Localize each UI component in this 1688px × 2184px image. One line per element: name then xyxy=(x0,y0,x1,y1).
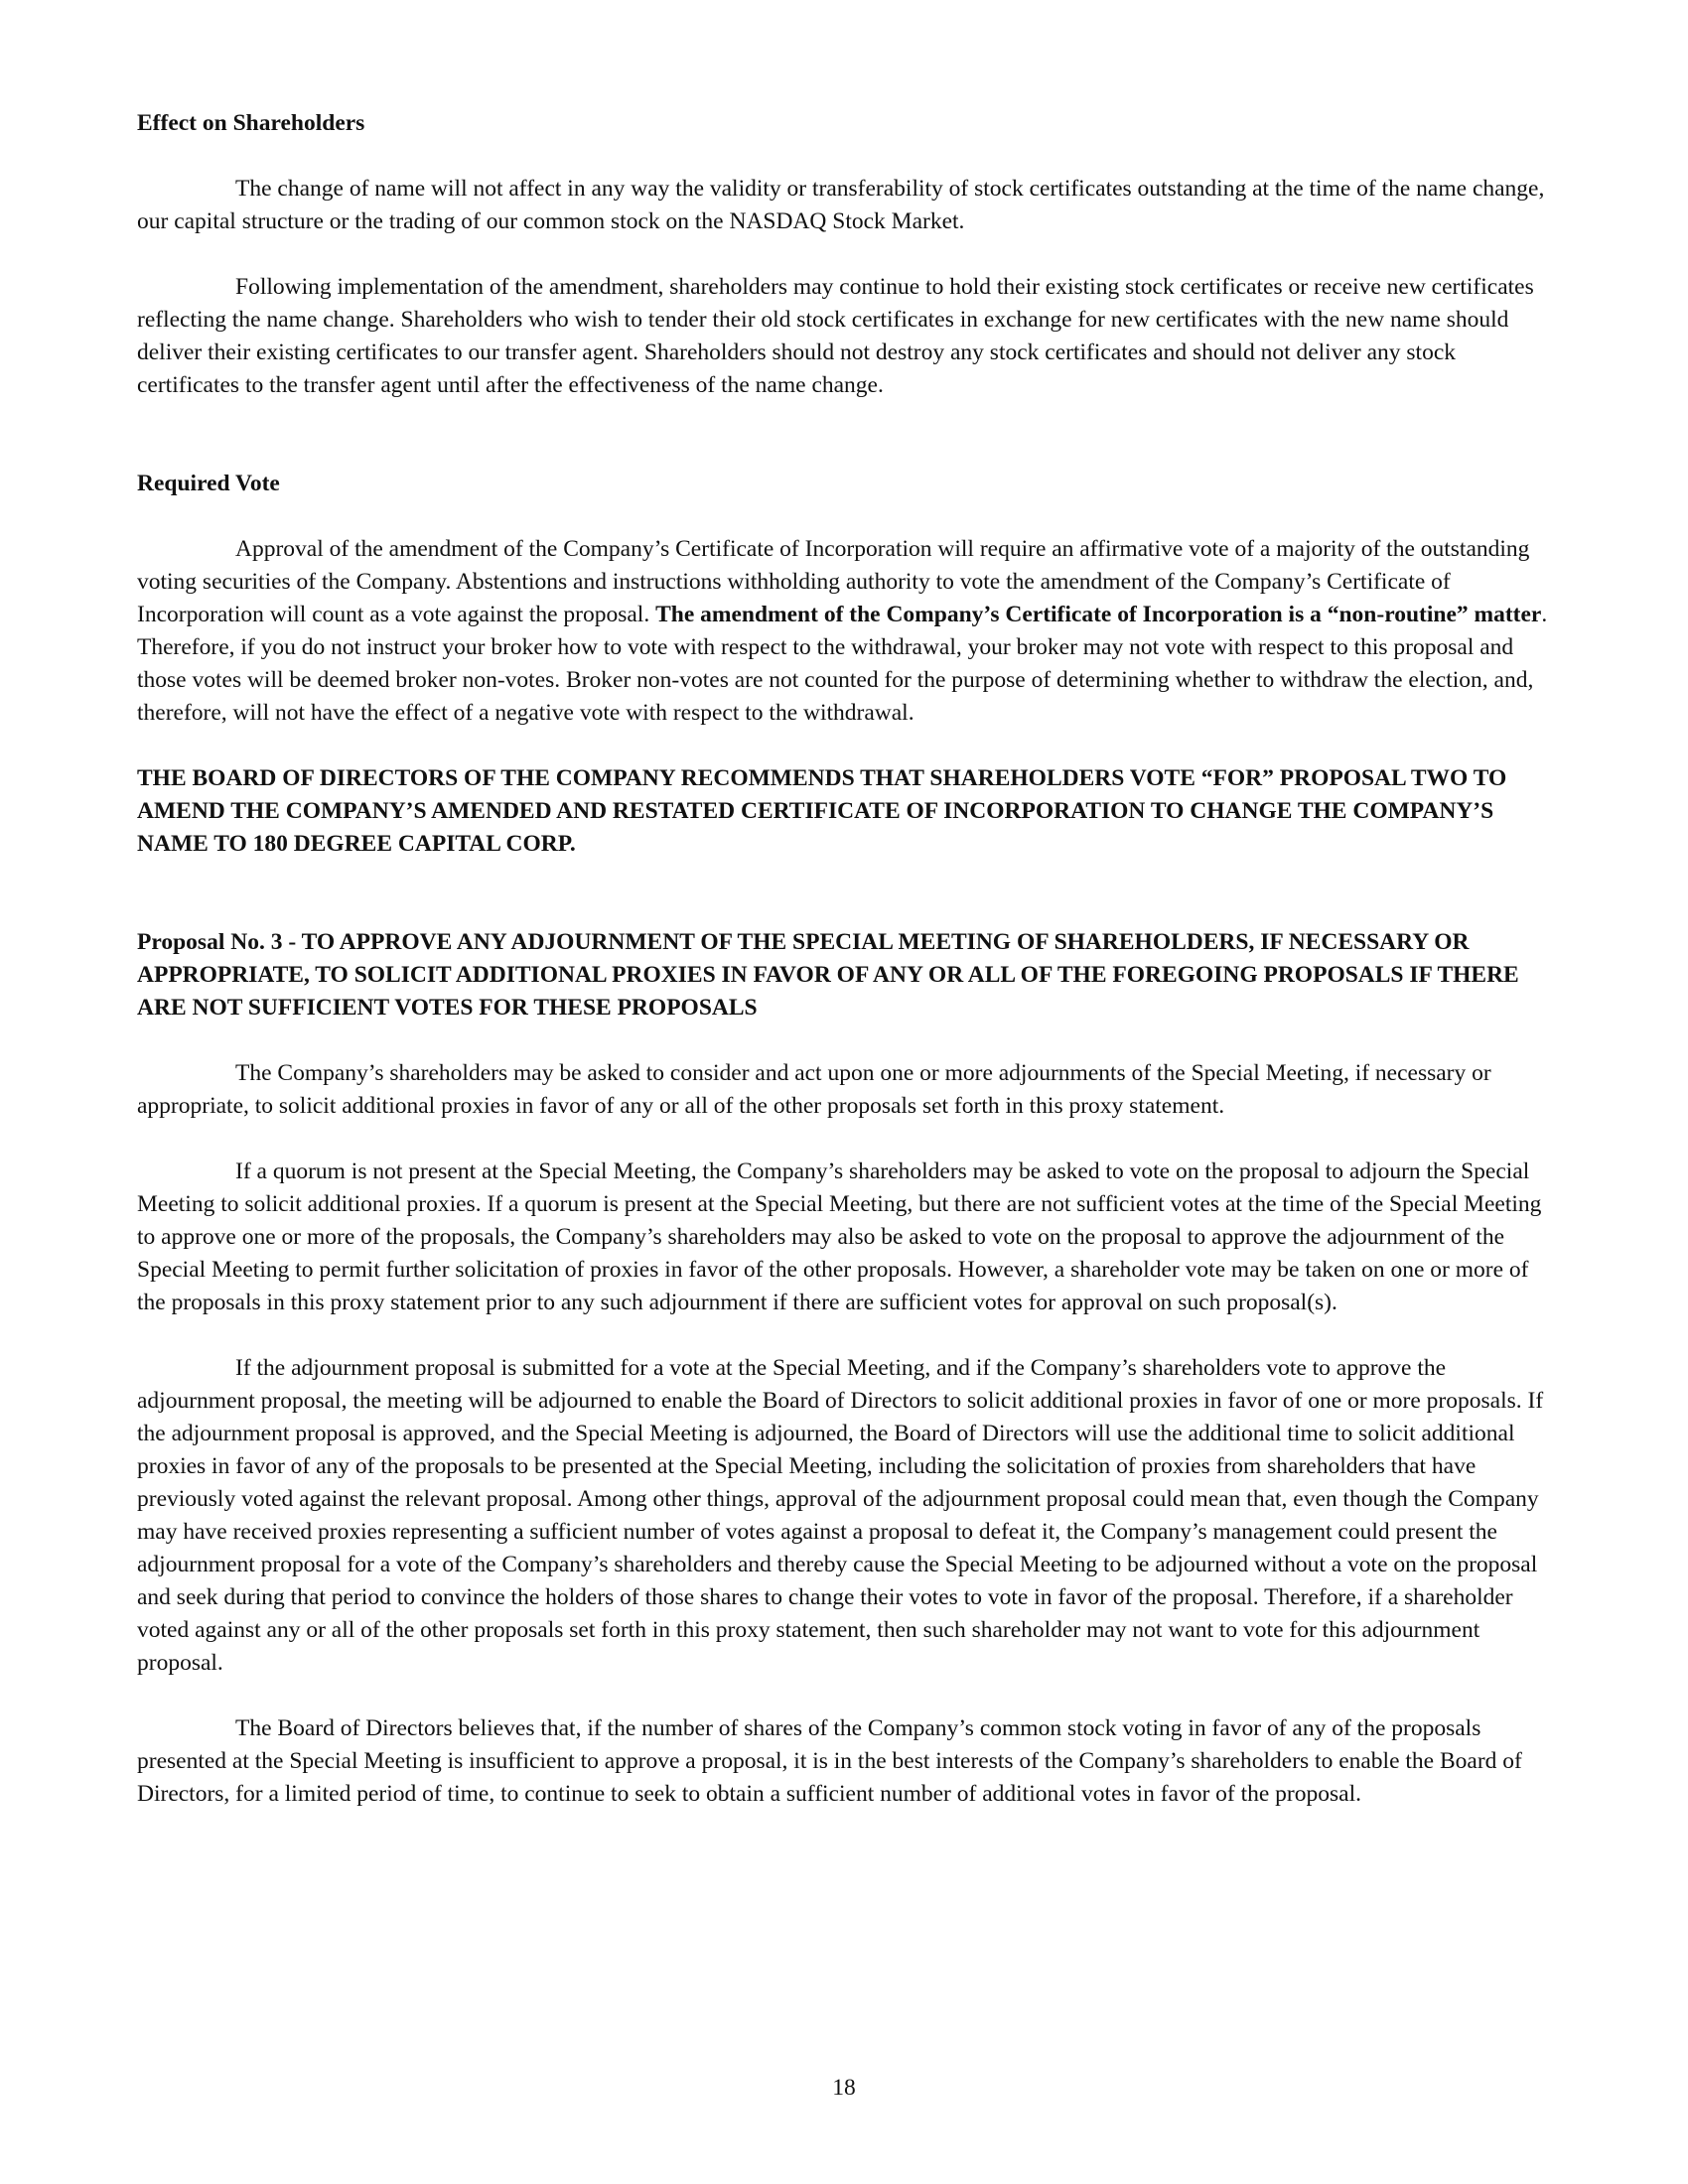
proposal-3-heading: Proposal No. 3 - TO APPROVE ANY ADJOURNMENT OF THE SPECIAL MEETING OF SHAREHOLDERS, IF NECESSARY OR APPROPRIATE, TO SOLICIT ADDITIONAL PROXIES IN FAVOR OF ANY OR ALL OF THE FOREGOING PROPOSALS IF THERE ARE NOT SUFFICIENT VOTES FOR THESE PROPOSALS xyxy=(137,929,1519,1021)
non-routine-matter-statement: The amendment of the Company’s Certificate of Incorporation is a “non-routine” matter xyxy=(655,602,1542,627)
required-vote-text-b: . Therefore, if you do not instruct your broker how to vote with respect to the withdrawal, your broker may not vote with respect to this proposal and those votes will be deemed broker non-votes. Broker non-votes are not counted for the purpose of determining whether to withdraw the election, and, therefore, will not have the effect of a negative vote with respect to the withdrawal. xyxy=(137,602,1548,726)
effect-paragraph-2: Following implementation of the amendment, shareholders may continue to hold their existing stock certificates or receive new certificates reflecting the name change. Shareholders who wish to tender their old stock certificates in exchange for new certificates with the new name should deliver their existing certificates to our transfer agent. Shareholders should not destroy any stock certificates and should not deliver any stock certificates to the transfer agent until after the effectiveness of the name change. xyxy=(137,274,1534,398)
proposal-3-paragraph-3: If the adjournment proposal is submitted for a vote at the Special Meeting, and if the Company’s shareholders vote to approve the adjournment proposal, the meeting will be adjourned to enable the Board of Directors to solicit additional proxies in favor of one or more proposals. If the adjournment proposal is approved, and the Special Meeting is adjourned, the Board of Directors will use the additional time to solicit additional proxies in favor of any of the proposals to be presented at the Special Meeting, including the solicitation of proxies from shareholders that have previously voted against the relevant proposal. Among other things, approval of the adjournment proposal could mean that, even though the Company may have received proxies representing a sufficient number of votes against a proposal to defeat it, the Company’s management could present the adjournment proposal for a vote of the Company’s shareholders and thereby cause the Special Meeting to be adjourned without a vote on the proposal and seek during that period to convince the holders of those shares to change their votes to vote in favor of the proposal. Therefore, if a shareholder voted against any or all of the other proposals set forth in this proxy statement, then such shareholder may not want to vote for this adjournment proposal. xyxy=(137,1355,1544,1676)
proposal-3-paragraph-4: The Board of Directors believes that, if the number of shares of the Company’s common stock voting in favor of any of the proposals presented at the Special Meeting is insufficient to approve a proposal, it is in the best interests of the Company’s shareholders to enable the Board of Directors, for a limited period of time, to continue to seek to obtain a sufficient number of additional votes in favor of the proposal. xyxy=(137,1715,1522,1807)
proposal-3-paragraph-1: The Company’s shareholders may be asked to consider and act upon one or more adjournments of the Special Meeting, if necessary or appropriate, to solicit additional proxies in favor of any or all of the other proposals set forth in this proxy statement. xyxy=(137,1060,1491,1119)
required-vote-heading: Required Vote xyxy=(137,471,280,496)
effect-heading: Effect on Shareholders xyxy=(137,110,365,136)
required-vote-text-a: Approval of the amendment of the Company’s Certificate of Incorporation will require an affirmative vote of a majority of the outstanding voting securities of the Company. Abstentions and instructions withholding authority to vote the amendment of the Company’s Certificate of Incorporation will count as a vote against the proposal. xyxy=(137,536,1530,627)
effect-paragraph-1: The change of name will not affect in any way the validity or transferability of stock certificates outstanding at the time of the name change, our capital structure or the trading of our common stock on the NASDAQ Stock Market. xyxy=(137,176,1545,234)
proposal-3-paragraph-2: If a quorum is not present at the Special Meeting, the Company’s shareholders may be asked to vote on the proposal to adjourn the Special Meeting to solicit additional proxies. If a quorum is present at the Special Meeting, but there are not sufficient votes at the time of the Special Meeting to approve one or more of the proposals, the Company’s shareholders may also be asked to vote on the proposal to approve the adjournment of the Special Meeting to permit further solicitation of proxies in favor of the other proposals. However, a shareholder vote may be taken on one or more of the proposals in this proxy statement prior to any such adjournment if there are sufficient votes for approval on such proposal(s). xyxy=(137,1159,1542,1315)
page-number: 18 xyxy=(832,2075,856,2101)
board-recommendation: THE BOARD OF DIRECTORS OF THE COMPANY RECOMMENDS THAT SHAREHOLDERS VOTE “FOR” PROPOSAL TWO TO AMEND THE COMPANY’S AMENDED AND RESTATED CERTIFICATE OF INCORPORATION TO CHANGE THE COMPANY’S NAME TO 180 DEGREE CAPITAL CORP. xyxy=(137,765,1507,857)
required-vote-paragraph xyxy=(137,533,1559,730)
document-page xyxy=(137,107,1559,1811)
